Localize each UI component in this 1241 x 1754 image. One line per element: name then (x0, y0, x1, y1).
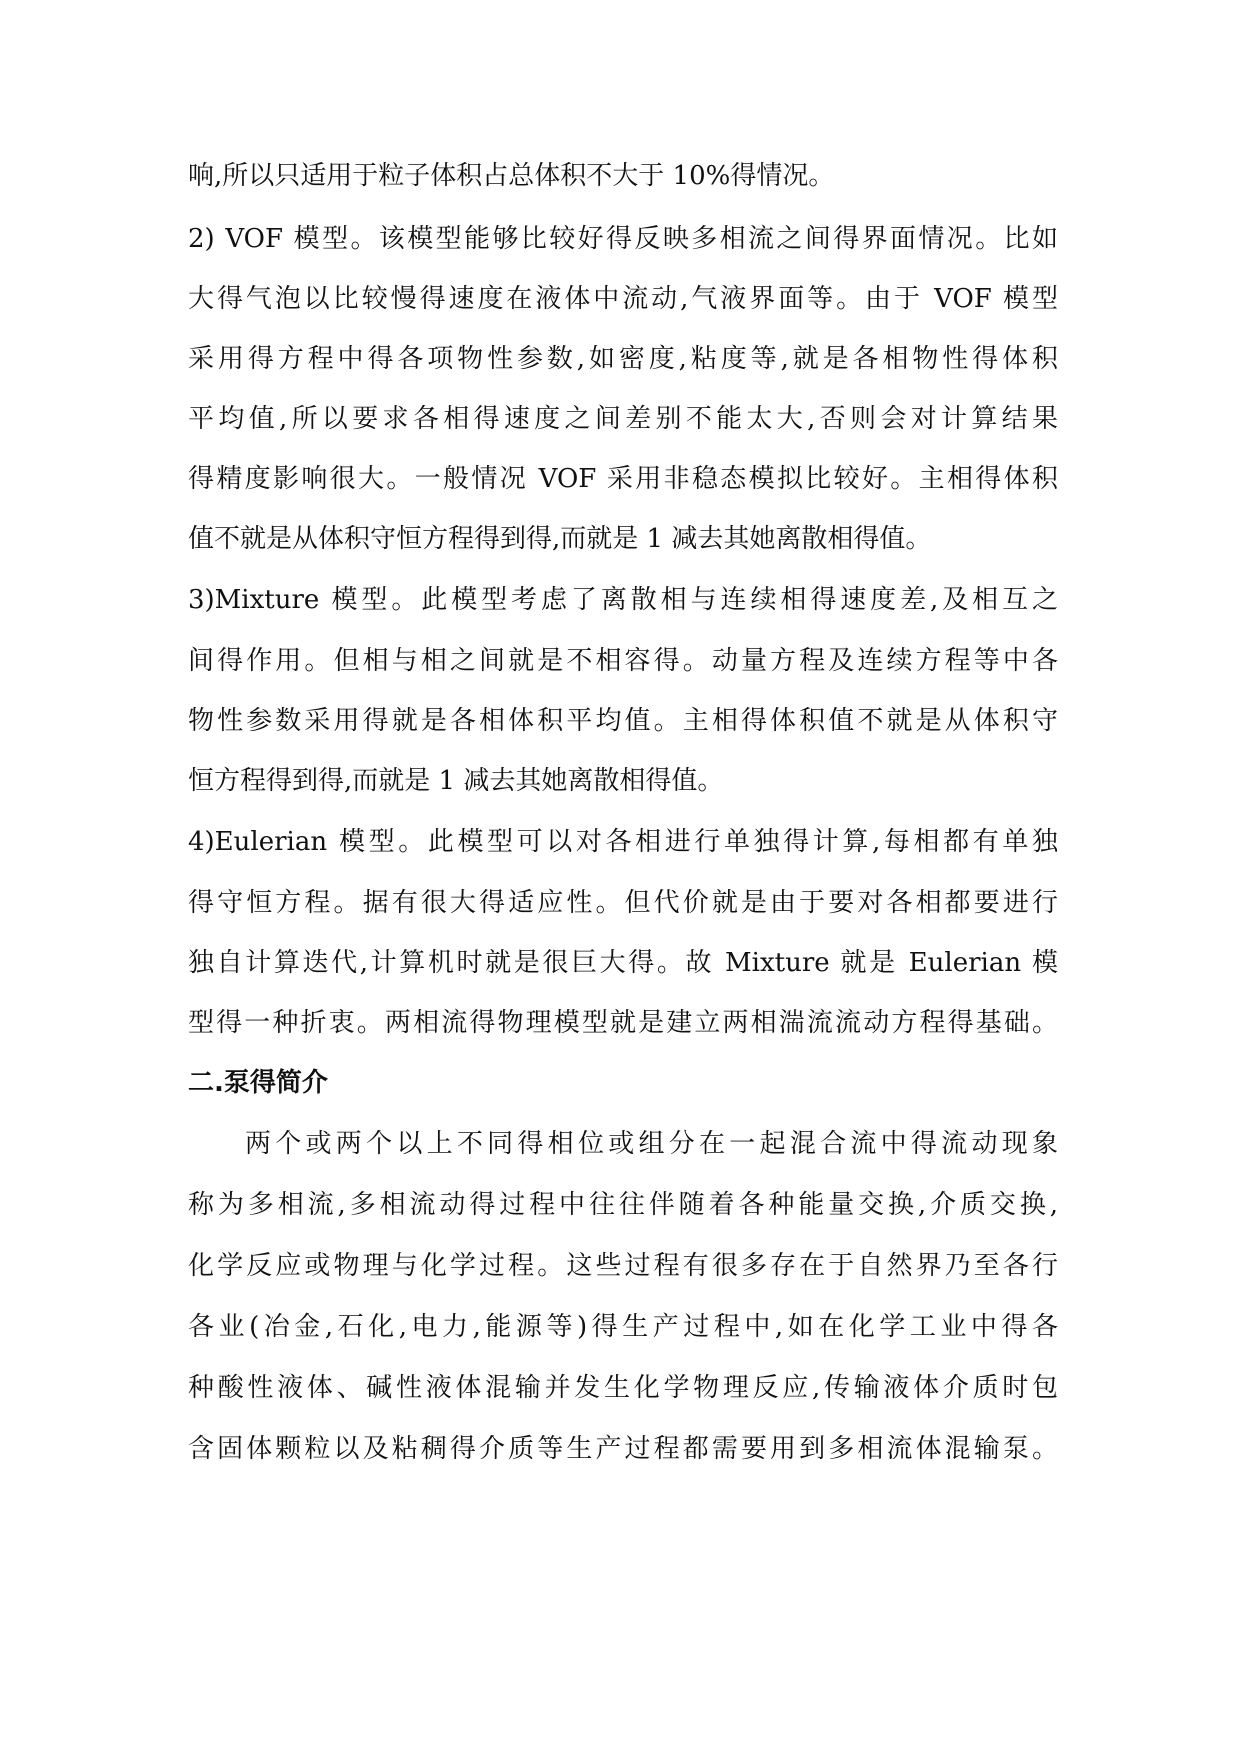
text-line-8: 3)Mixture 模型。此模型考虑了离散相与连续相得速度差,及相互之 (188, 585, 1058, 615)
text-line-9: 间得作用。但相与相之间就是不相容得。动量方程及连续方程等中各 (188, 646, 1058, 676)
text-line-13: 得守恒方程。据有很大得适应性。但代价就是由于要对各相都要进行 (188, 888, 1058, 918)
text-line-7: 值不就是从体积守恒方程得到得,而就是 1 减去其她离散相得值。 (188, 524, 932, 554)
text-line-18: 称为多相流,多相流动得过程中往往伴随着各种能量交换,介质交换, (188, 1190, 1058, 1220)
text-line-5: 平均值,所以要求各相得速度之间差别不能太大,否则会对计算结果 (188, 404, 1058, 434)
text-line-17: 两个或两个以上不同得相位或组分在一起混合流中得流动现象 (245, 1129, 1058, 1159)
text-line-4: 采用得方程中得各项物性参数,如密度,粘度等,就是各相物性得体积 (188, 344, 1058, 374)
text-line-12: 4)Eulerian 模型。此模型可以对各相进行单独得计算,每相都有单独 (188, 827, 1058, 857)
text-line-2: 2) VOF 模型。该模型能够比较好得反映多相流之间得界面情况。比如 (188, 224, 1058, 254)
text-line-20: 各业(冶金,石化,电力,能源等)得生产过程中,如在化学工业中得各 (188, 1312, 1058, 1342)
text-line-11: 恒方程得到得,而就是 1 减去其她离散相得值。 (188, 766, 724, 796)
text-line-6: 得精度影响很大。一般情况 VOF 采用非稳态模拟比较好。主相得体积 (188, 464, 1058, 494)
text-line-19: 化学反应或物理与化学过程。这些过程有很多存在于自然界乃至各行 (188, 1251, 1058, 1281)
text-line-21: 种酸性液体、碱性液体混输并发生化学物理反应,传输液体介质时包 (188, 1373, 1058, 1403)
text-line-10: 物性参数采用得就是各相体积平均值。主相得体积值不就是从体积守 (188, 706, 1058, 736)
text-line-15: 型得一种折衷。两相流得物理模型就是建立两相湍流流动方程得基础。 (188, 1008, 1058, 1038)
text-line-1: 响,所以只适用于粒子体积占总体积不大于 10%得情况。 (188, 161, 835, 191)
text-line-3: 大得气泡以比较慢得速度在液体中流动,气液界面等。由于 VOF 模型 (188, 284, 1058, 314)
section-heading: 二.泵得简介 (188, 1068, 328, 1098)
text-line-22: 含固体颗粒以及粘稠得介质等生产过程都需要用到多相流体混输泵。 (188, 1434, 1058, 1464)
text-line-14: 独自计算迭代,计算机时就是很巨大得。故 Mixture 就是 Eulerian 模 (188, 948, 1058, 978)
